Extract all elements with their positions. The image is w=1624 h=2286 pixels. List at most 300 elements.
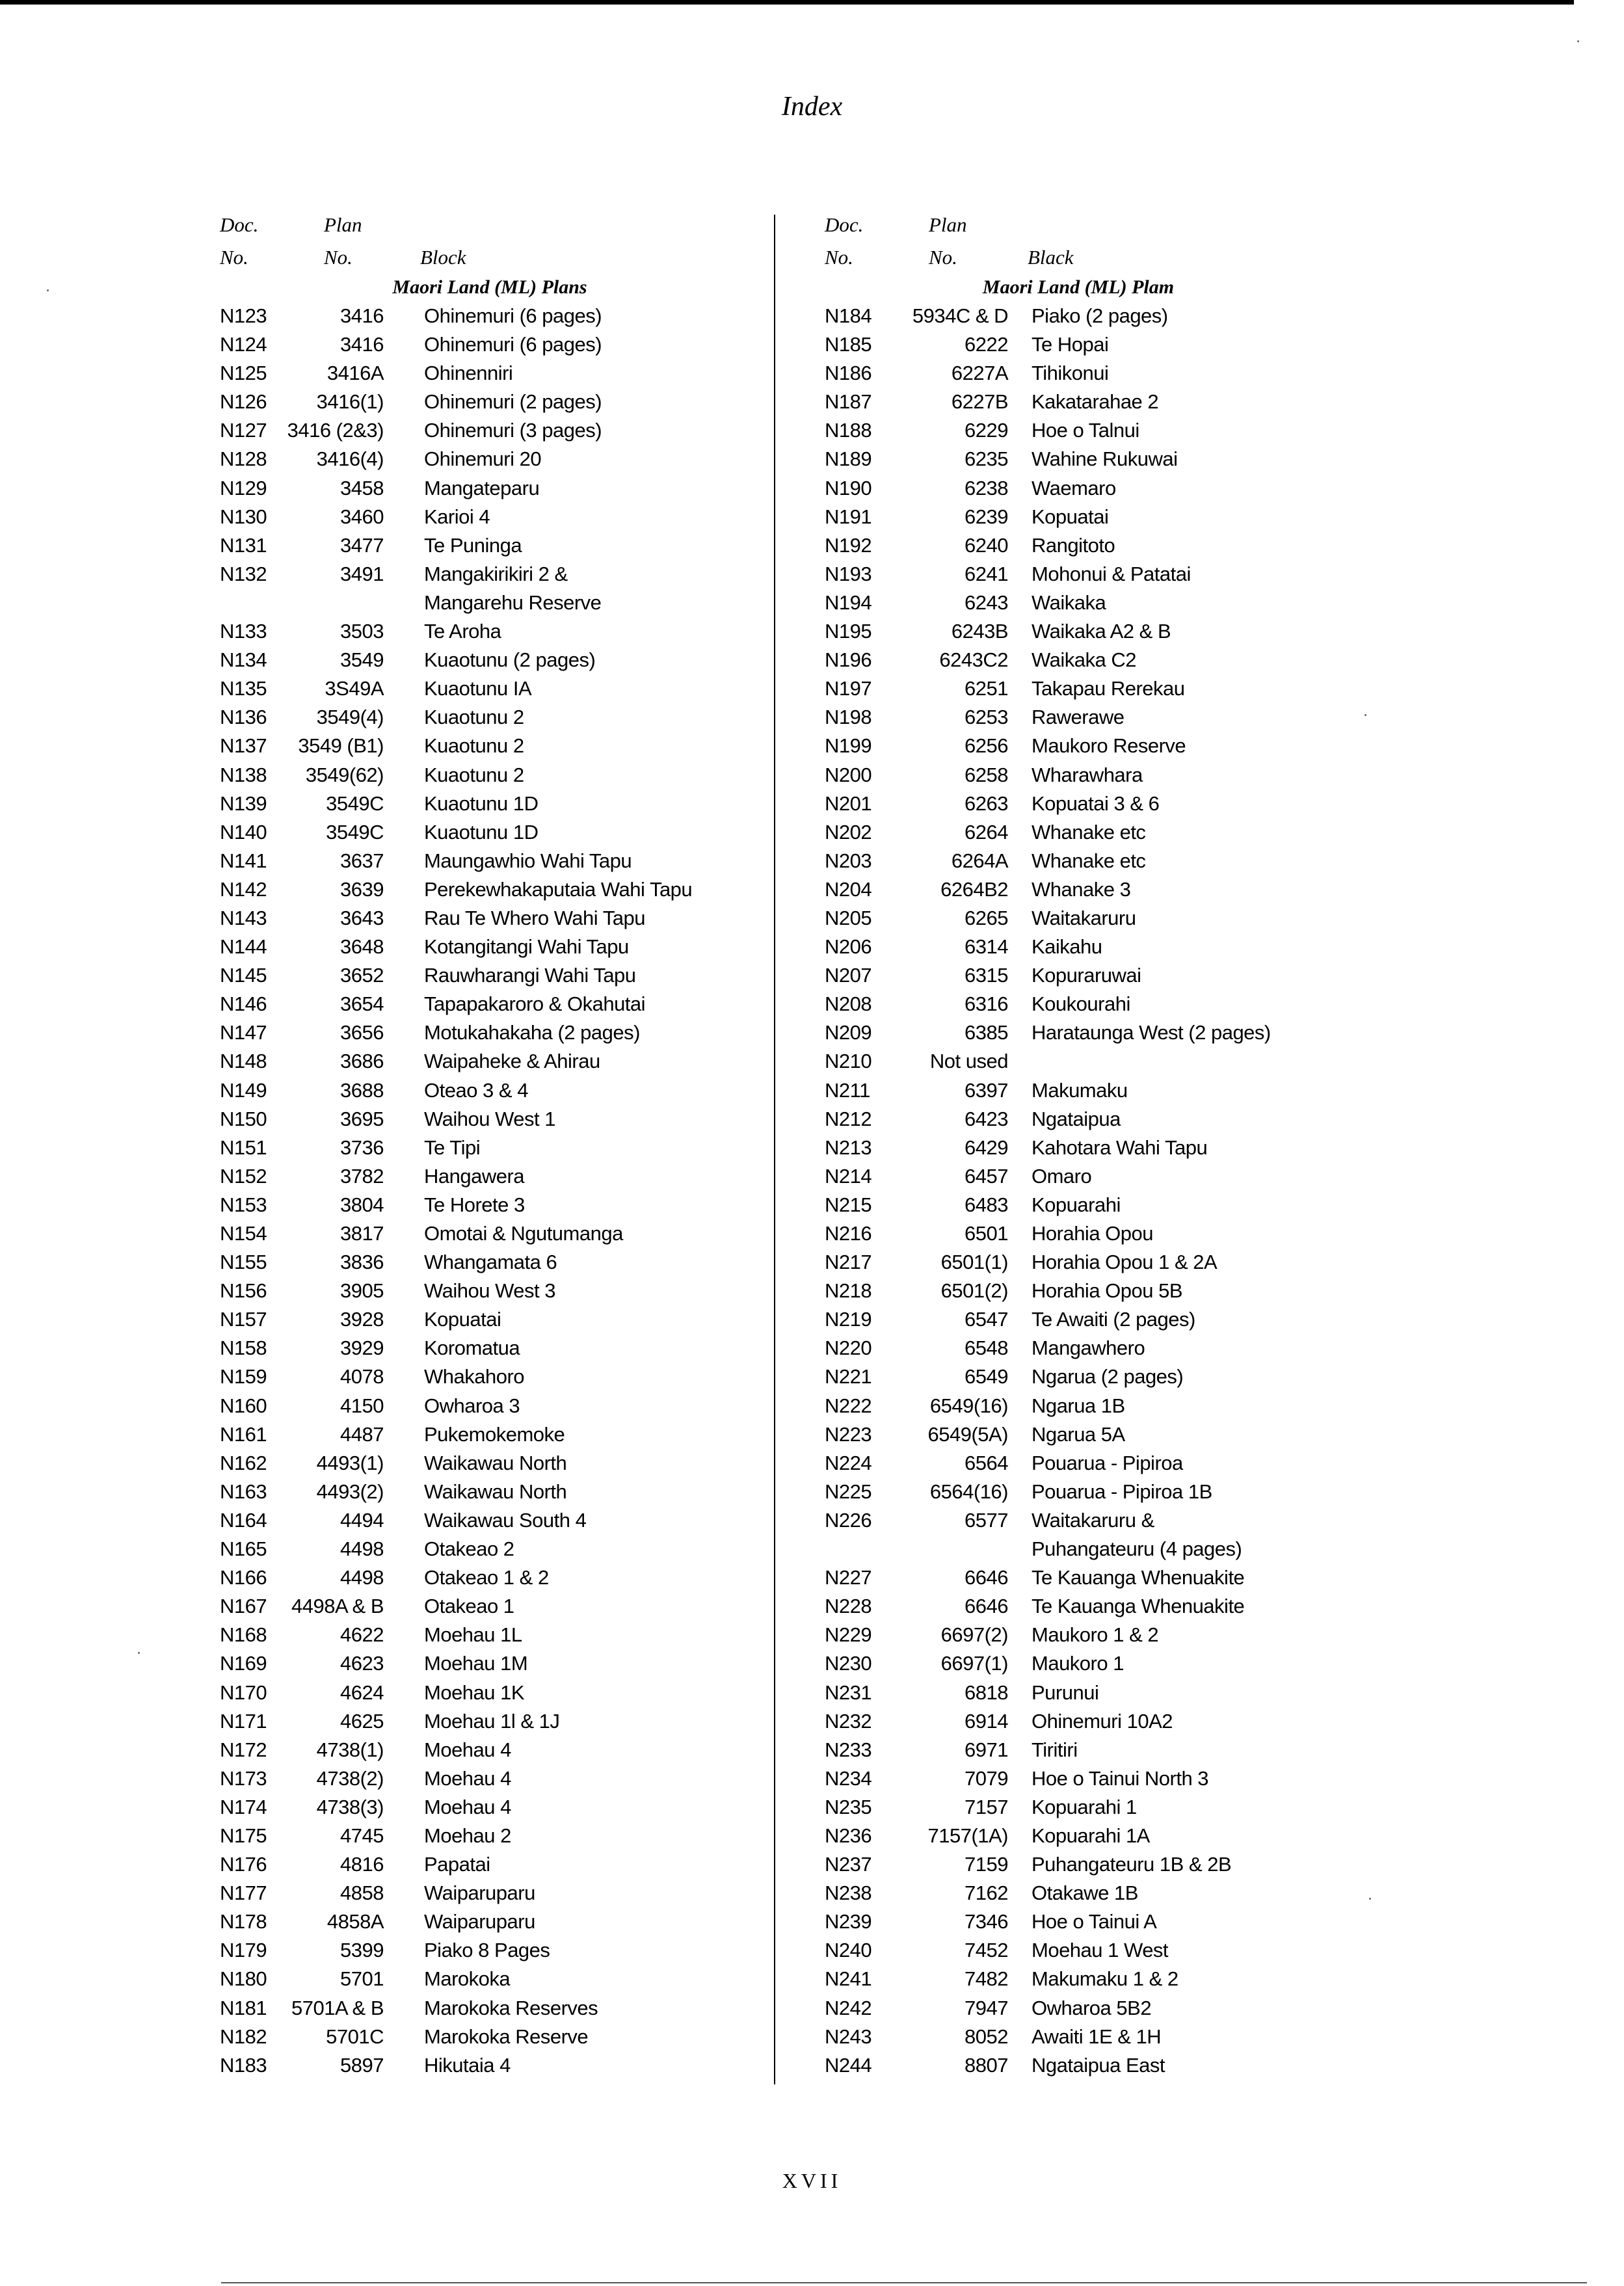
block-header-label: Black <box>1028 246 1074 269</box>
doc-number-cell: N225 <box>825 1480 872 1503</box>
doc-number-cell: N232 <box>825 1709 872 1733</box>
block-name-cell: Kuaotunu 2 <box>424 734 524 758</box>
plan-number-cell: 3639 <box>340 877 384 901</box>
doc-number-cell: N239 <box>825 1910 872 1934</box>
plan-number-cell: 6697(1) <box>940 1652 1008 1675</box>
index-row <box>220 1134 760 1162</box>
block-name-cell: Omotai & Ngutumanga <box>424 1222 623 1245</box>
doc-number-cell: N177 <box>220 1881 267 1905</box>
plan-no-header-label: No. <box>324 246 353 269</box>
plan-number-cell: 7162 <box>965 1881 1008 1905</box>
index-row <box>825 1105 1332 1134</box>
index-row <box>825 1535 1332 1563</box>
index-row <box>220 1478 760 1506</box>
plan-number-cell: 4858A <box>326 1910 384 1934</box>
index-row <box>825 445 1332 473</box>
index-row <box>825 646 1332 674</box>
doc-number-cell: N200 <box>825 763 872 786</box>
plan-number-cell: 6501(1) <box>940 1251 1008 1274</box>
block-name-cell: Mangarehu Reserve <box>424 591 602 614</box>
index-row <box>825 1420 1332 1449</box>
scan-speck <box>1369 1898 1371 1900</box>
block-name-cell: Mohonui & Patatai <box>1032 562 1191 585</box>
plan-number-cell: 7159 <box>965 1853 1008 1876</box>
block-name-cell: Kopuatai <box>424 1308 501 1331</box>
block-name-cell: Waitakaruru <box>1032 906 1136 929</box>
plan-number-cell: 4494 <box>340 1508 384 1532</box>
plan-number-cell: 6697(2) <box>940 1623 1008 1647</box>
index-row <box>220 617 760 646</box>
index-row <box>220 904 760 933</box>
index-row <box>825 2051 1332 2080</box>
block-name-cell: Waikaka C2 <box>1032 648 1136 672</box>
doc-number-cell: N145 <box>220 964 267 987</box>
plan-number-cell: 3549 (B1) <box>298 734 384 758</box>
plan-number-cell: 6549 <box>965 1365 1008 1389</box>
scan-speck <box>47 289 49 291</box>
doc-number-cell: N218 <box>825 1279 872 1303</box>
doc-number-cell: N127 <box>220 419 267 442</box>
block-name-cell: Moehau 4 <box>424 1738 511 1761</box>
doc-number-cell: N142 <box>220 877 267 901</box>
block-name-cell: Kuaotunu IA <box>424 677 532 700</box>
doc-number-cell: N172 <box>220 1738 267 1761</box>
index-row <box>825 761 1332 790</box>
doc-number-cell: N208 <box>825 992 872 1016</box>
plan-number-cell: 6235 <box>965 447 1008 471</box>
doc-number-cell: N176 <box>220 1853 267 1876</box>
plan-number-cell: 3416 <box>340 333 384 356</box>
block-name-cell: Harataunga West (2 pages) <box>1032 1021 1271 1044</box>
index-row <box>825 1334 1332 1362</box>
index-row <box>825 1305 1332 1334</box>
doc-number-cell: N196 <box>825 648 872 672</box>
block-name-cell: Te Kauanga Whenuakite <box>1032 1595 1245 1618</box>
block-name-cell: Waihou West 3 <box>424 1279 555 1303</box>
block-name-cell: Ngarua (2 pages) <box>1032 1365 1184 1389</box>
index-row <box>825 990 1332 1018</box>
block-name-cell: Tiritiri <box>1032 1738 1078 1761</box>
index-row <box>825 2023 1332 2051</box>
index-row <box>825 1362 1332 1391</box>
plan-number-cell: 6258 <box>965 763 1008 786</box>
block-name-cell: Ohinemuri (2 pages) <box>424 390 602 414</box>
bottom-border-rule <box>221 2282 1587 2283</box>
block-name-cell: Perekewhakaputaia Wahi Tapu <box>424 877 693 901</box>
index-row <box>220 732 760 760</box>
plan-number-cell: 3654 <box>340 992 384 1016</box>
index-row <box>825 1478 1332 1506</box>
plan-number-cell: 4498 <box>340 1537 384 1561</box>
index-row <box>825 1907 1332 1936</box>
plan-number-cell: 6222 <box>965 333 1008 356</box>
block-name-cell: Maukoro 1 <box>1032 1652 1124 1675</box>
plan-number-cell: 6227A <box>951 362 1008 385</box>
section-subtitle: Maori Land (ML) Plans <box>392 276 587 298</box>
index-row <box>220 1707 760 1736</box>
column-header-row-1 <box>825 208 1332 241</box>
plan-number-cell: 6564 <box>965 1451 1008 1474</box>
plan-number-cell: 3836 <box>340 1251 384 1274</box>
index-row <box>825 330 1332 359</box>
block-name-cell: Horahia Opou 1 & 2A <box>1032 1251 1218 1274</box>
block-name-cell: Piako (2 pages) <box>1032 304 1168 327</box>
block-name-cell: Ohinenniri <box>424 362 513 385</box>
plan-number-cell: 6577 <box>965 1508 1008 1532</box>
plan-number-cell: 6397 <box>965 1078 1008 1102</box>
block-name-cell: Whanake 3 <box>1032 877 1131 901</box>
plan-number-cell: 3416 (2&3) <box>287 419 384 442</box>
block-name-cell: Whangamata 6 <box>424 1251 557 1274</box>
doc-number-cell: N202 <box>825 820 872 844</box>
doc-number-cell: N147 <box>220 1021 267 1044</box>
doc-number-cell: N165 <box>220 1537 267 1561</box>
doc-number-cell: N242 <box>825 1996 872 2019</box>
index-row <box>220 1736 760 1764</box>
block-name-cell: Moehau 1l & 1J <box>424 1709 560 1733</box>
doc-number-cell: N233 <box>825 1738 872 1761</box>
index-row <box>825 560 1332 589</box>
plan-number-cell: 3656 <box>340 1021 384 1044</box>
block-name-cell: Moehau 1L <box>424 1623 522 1647</box>
doc-number-cell: N244 <box>825 2053 872 2077</box>
block-name-cell: Pouarua - Pipiroa 1B <box>1032 1480 1212 1503</box>
plan-number-cell: 3929 <box>340 1336 384 1360</box>
doc-number-cell: N215 <box>825 1193 872 1216</box>
index-row <box>220 560 760 589</box>
doc-number-cell: N167 <box>220 1595 267 1618</box>
doc-number-cell: N157 <box>220 1308 267 1331</box>
block-name-cell: Koromatua <box>424 1336 520 1360</box>
index-row <box>825 1018 1332 1047</box>
plan-number-cell: 3686 <box>340 1050 384 1073</box>
plan-number-cell: 4624 <box>340 1681 384 1704</box>
block-name-cell: Te Horete 3 <box>424 1193 525 1216</box>
block-name-cell: Puhangateuru 1B & 2B <box>1032 1853 1232 1876</box>
plan-number-cell: 3652 <box>340 964 384 987</box>
doc-number-cell: N234 <box>825 1766 872 1790</box>
block-name-cell: Waikawau North <box>424 1451 567 1474</box>
doc-number-cell: N219 <box>825 1308 872 1331</box>
index-row <box>825 1219 1332 1248</box>
doc-number-cell: N221 <box>825 1365 872 1389</box>
block-name-cell: Waikawau North <box>424 1480 567 1503</box>
doc-number-cell: N129 <box>220 476 267 499</box>
block-name-cell: Moehau 1 West <box>1032 1939 1169 1962</box>
block-name-cell: Otakeao 1 <box>424 1595 514 1618</box>
index-row <box>220 703 760 732</box>
index-row <box>220 1649 760 1678</box>
plan-number-cell: 6501 <box>965 1222 1008 1245</box>
plan-number-cell: 6429 <box>965 1136 1008 1159</box>
doc-number-cell: N181 <box>220 1996 267 2019</box>
index-row <box>220 388 760 416</box>
doc-number-cell: N201 <box>825 791 872 815</box>
plan-number-cell: 6264B2 <box>940 877 1008 901</box>
doc-number-cell: N168 <box>220 1623 267 1647</box>
doc-number-cell: N185 <box>825 333 872 356</box>
index-row <box>825 1563 1332 1592</box>
doc-number-cell: N229 <box>825 1623 872 1647</box>
plan-number-cell: 3549(4) <box>316 706 384 729</box>
index-row <box>220 503 760 531</box>
plan-number-cell: 6315 <box>965 964 1008 987</box>
doc-number-cell: N125 <box>220 362 267 385</box>
plan-number-cell: 6314 <box>965 935 1008 959</box>
plan-number-cell: 7157(1A) <box>927 1824 1008 1847</box>
index-row <box>220 1592 760 1621</box>
doc-number-cell: N210 <box>825 1050 872 1073</box>
doc-number-cell: N170 <box>220 1681 267 1704</box>
index-rows <box>220 302 760 2080</box>
doc-number-cell: N194 <box>825 591 872 614</box>
index-row <box>220 1420 760 1449</box>
plan-number-cell: 4487 <box>340 1422 384 1446</box>
doc-number-cell: N146 <box>220 992 267 1016</box>
index-row <box>220 1563 760 1592</box>
doc-number-cell: N137 <box>220 734 267 758</box>
block-name-cell: Kuaotunu 2 <box>424 706 524 729</box>
doc-number-cell: N155 <box>220 1251 267 1274</box>
index-row <box>825 617 1332 646</box>
doc-number-cell: N206 <box>825 935 872 959</box>
doc-number-cell: N205 <box>825 906 872 929</box>
block-name-cell: Papatai <box>424 1853 490 1876</box>
index-row <box>220 1907 760 1936</box>
plan-number-cell: 4498 <box>340 1566 384 1589</box>
block-name-cell: Kopuarahi <box>1032 1193 1121 1216</box>
plan-number-cell: 4745 <box>340 1824 384 1847</box>
block-name-cell: Ngarua 1B <box>1032 1394 1125 1417</box>
index-row <box>825 1879 1332 1907</box>
plan-number-cell: 6971 <box>965 1738 1008 1761</box>
index-row <box>825 904 1332 933</box>
doc-number-cell: N241 <box>825 1967 872 1991</box>
index-row <box>220 445 760 473</box>
block-name-cell: Whanake etc <box>1032 820 1146 844</box>
block-name-cell: Purunui <box>1032 1681 1099 1704</box>
plan-number-cell: 3688 <box>340 1078 384 1102</box>
block-name-cell: Ohinemuri (6 pages) <box>424 333 602 356</box>
plan-number-cell: 6316 <box>965 992 1008 1016</box>
column-header-row-2 <box>220 241 760 273</box>
doc-number-cell: N151 <box>220 1136 267 1159</box>
plan-number-cell: 4498A & B <box>291 1595 384 1618</box>
index-rows <box>825 302 1332 2080</box>
doc-number-cell: N235 <box>825 1795 872 1818</box>
plan-number-cell: 4493(2) <box>316 1480 384 1503</box>
plan-number-cell: 3905 <box>340 1279 384 1303</box>
plan-number-cell: 7482 <box>965 1967 1008 1991</box>
plan-number-cell: 3S49A <box>325 677 384 700</box>
block-name-cell: Maungawhio Wahi Tapu <box>424 849 632 872</box>
plan-number-cell: 5701C <box>326 2025 384 2048</box>
index-row <box>220 2023 760 2051</box>
doc-number-cell: N236 <box>825 1824 872 1847</box>
plan-number-cell: 6501(2) <box>940 1279 1008 1303</box>
block-name-cell: Kakatarahae 2 <box>1032 390 1159 414</box>
doc-number-cell: N136 <box>220 706 267 729</box>
index-row <box>825 1506 1332 1535</box>
index-row <box>825 474 1332 503</box>
index-row <box>220 1334 760 1362</box>
plan-number-cell: 6264A <box>951 849 1008 872</box>
doc-number-cell: N123 <box>220 304 267 327</box>
doc-number-cell: N180 <box>220 1967 267 1991</box>
plan-number-cell: 6646 <box>965 1566 1008 1589</box>
doc-number-cell: N184 <box>825 304 872 327</box>
index-row <box>825 1965 1332 1993</box>
plan-number-cell: 6646 <box>965 1595 1008 1618</box>
block-name-cell: Makumaku <box>1032 1078 1128 1102</box>
block-name-cell: Kaikahu <box>1032 935 1102 959</box>
plan-number-cell: 3648 <box>340 935 384 959</box>
plan-number-cell: 4738(1) <box>316 1738 384 1761</box>
index-row <box>825 1248 1332 1277</box>
plan-number-cell: 5701 <box>340 1967 384 1991</box>
index-row <box>220 1248 760 1277</box>
block-name-cell: Pouarua - Pipiroa <box>1032 1451 1183 1474</box>
block-name-cell: Kuaotunu 1D <box>424 791 539 815</box>
plan-number-cell: 3695 <box>340 1107 384 1130</box>
doc-number-cell: N171 <box>220 1709 267 1733</box>
plan-number-cell: 6251 <box>965 677 1008 700</box>
doc-number-cell: N143 <box>220 906 267 929</box>
index-row <box>220 1449 760 1478</box>
index-row <box>220 646 760 674</box>
plan-number-cell: 3804 <box>340 1193 384 1216</box>
doc-number-cell: N162 <box>220 1451 267 1474</box>
index-row <box>220 1362 760 1391</box>
scan-speck <box>138 1652 140 1654</box>
index-row <box>825 961 1332 990</box>
index-row <box>825 1736 1332 1764</box>
plan-number-cell: 6263 <box>965 791 1008 815</box>
doc-number-cell: N227 <box>825 1566 872 1589</box>
block-name-cell: Horahia Opou <box>1032 1222 1154 1245</box>
page-title: Index <box>781 92 843 122</box>
plan-number-cell: 3782 <box>340 1164 384 1188</box>
index-row <box>825 674 1332 703</box>
index-row <box>825 1449 1332 1478</box>
plan-number-cell: 5897 <box>340 2053 384 2077</box>
block-name-cell: Awaiti 1E & 1H <box>1032 2025 1162 2048</box>
index-row <box>825 1994 1332 2023</box>
index-row <box>220 589 760 617</box>
plan-number-cell: 3549(62) <box>305 763 384 786</box>
index-row <box>220 1018 760 1047</box>
doc-number-cell: N144 <box>220 935 267 959</box>
doc-number-cell: N191 <box>825 505 872 528</box>
block-name-cell: Marokoka Reserve <box>424 2025 589 2048</box>
column-divider <box>774 215 775 2084</box>
plan-number-cell: 3549C <box>326 791 384 815</box>
plan-no-header-label: No. <box>929 246 957 269</box>
block-name-cell: Waipaheke & Ahirau <box>424 1050 600 1073</box>
plan-number-cell: 6227B <box>951 390 1008 414</box>
index-row <box>220 1305 760 1334</box>
block-name-cell: Te Kauanga Whenuakite <box>1032 1566 1245 1589</box>
doc-number-cell: N124 <box>220 333 267 356</box>
right-index-column <box>825 208 1332 2080</box>
block-name-cell: Moehau 1K <box>424 1681 525 1704</box>
index-row <box>220 818 760 847</box>
index-row <box>825 1191 1332 1219</box>
index-row <box>220 761 760 790</box>
index-row <box>825 589 1332 617</box>
block-name-cell: Kopuatai 3 & 6 <box>1032 791 1160 815</box>
doc-number-cell: N169 <box>220 1652 267 1675</box>
block-name-cell: Takapau Rerekau <box>1032 677 1185 700</box>
index-row <box>825 933 1332 961</box>
block-name-cell: Marokoka <box>424 1967 511 1991</box>
column-header-row-1 <box>220 208 760 241</box>
index-row <box>825 1649 1332 1678</box>
doc-number-cell: N195 <box>825 620 872 643</box>
doc-number-cell: N222 <box>825 1394 872 1417</box>
index-row <box>220 790 760 818</box>
doc-number-cell: N138 <box>220 763 267 786</box>
block-name-cell: Piako 8 Pages <box>424 1939 550 1962</box>
doc-number-cell: N173 <box>220 1766 267 1790</box>
index-row <box>220 1191 760 1219</box>
plan-number-cell: 3460 <box>340 505 384 528</box>
plan-number-cell: 3477 <box>340 533 384 557</box>
block-name-cell: Hangawera <box>424 1164 525 1188</box>
block-name-cell: Mangawhero <box>1032 1336 1145 1360</box>
plan-number-cell: 4493(1) <box>316 1451 384 1474</box>
block-name-cell: Mangateparu <box>424 476 540 499</box>
block-name-cell: Kuaotunu 2 <box>424 763 524 786</box>
block-name-cell: Hikutaia 4 <box>424 2053 511 2077</box>
plan-number-cell: 3637 <box>340 849 384 872</box>
scan-speck <box>1364 714 1366 716</box>
index-row <box>220 1392 760 1420</box>
block-name-cell: Makumaku 1 & 2 <box>1032 1967 1178 1991</box>
block-name-cell: Kopuatai <box>1032 505 1109 528</box>
index-row <box>220 1879 760 1907</box>
doc-number-cell: N174 <box>220 1795 267 1818</box>
block-name-cell: Ngataipua East <box>1032 2053 1165 2077</box>
plan-number-cell: 4738(2) <box>316 1766 384 1790</box>
index-row <box>825 531 1332 560</box>
plan-number-cell: 7452 <box>965 1939 1008 1962</box>
block-name-cell: Hoe o Tainui North 3 <box>1032 1766 1209 1790</box>
block-name-cell: Owharoa 3 <box>424 1394 520 1417</box>
block-name-cell: Waihou West 1 <box>424 1107 555 1130</box>
block-name-cell: Kuaotunu (2 pages) <box>424 648 596 672</box>
block-name-cell: Waikawau South 4 <box>424 1508 587 1532</box>
block-name-cell: Te Awaiti (2 pages) <box>1032 1308 1195 1331</box>
doc-number-cell: N133 <box>220 620 267 643</box>
block-name-cell: Otakawe 1B <box>1032 1881 1138 1905</box>
doc-number-cell: N149 <box>220 1078 267 1102</box>
doc-number-cell: N197 <box>825 677 872 700</box>
block-name-cell: Maukoro 1 & 2 <box>1032 1623 1159 1647</box>
plan-number-cell: 7947 <box>965 1996 1008 2019</box>
block-name-cell: Oteao 3 & 4 <box>424 1078 528 1102</box>
block-name-cell: Ohinemuri (6 pages) <box>424 304 602 327</box>
plan-number-cell: 3416A <box>326 362 384 385</box>
doc-number-cell: N160 <box>220 1394 267 1417</box>
plan-number-cell: 7157 <box>965 1795 1008 1818</box>
index-row <box>825 1076 1332 1105</box>
index-row <box>220 1965 760 1993</box>
doc-number-cell: N231 <box>825 1681 872 1704</box>
doc-number-cell: N190 <box>825 476 872 499</box>
doc-number-cell: N163 <box>220 1480 267 1503</box>
block-name-cell: Te Tipi <box>424 1136 481 1159</box>
